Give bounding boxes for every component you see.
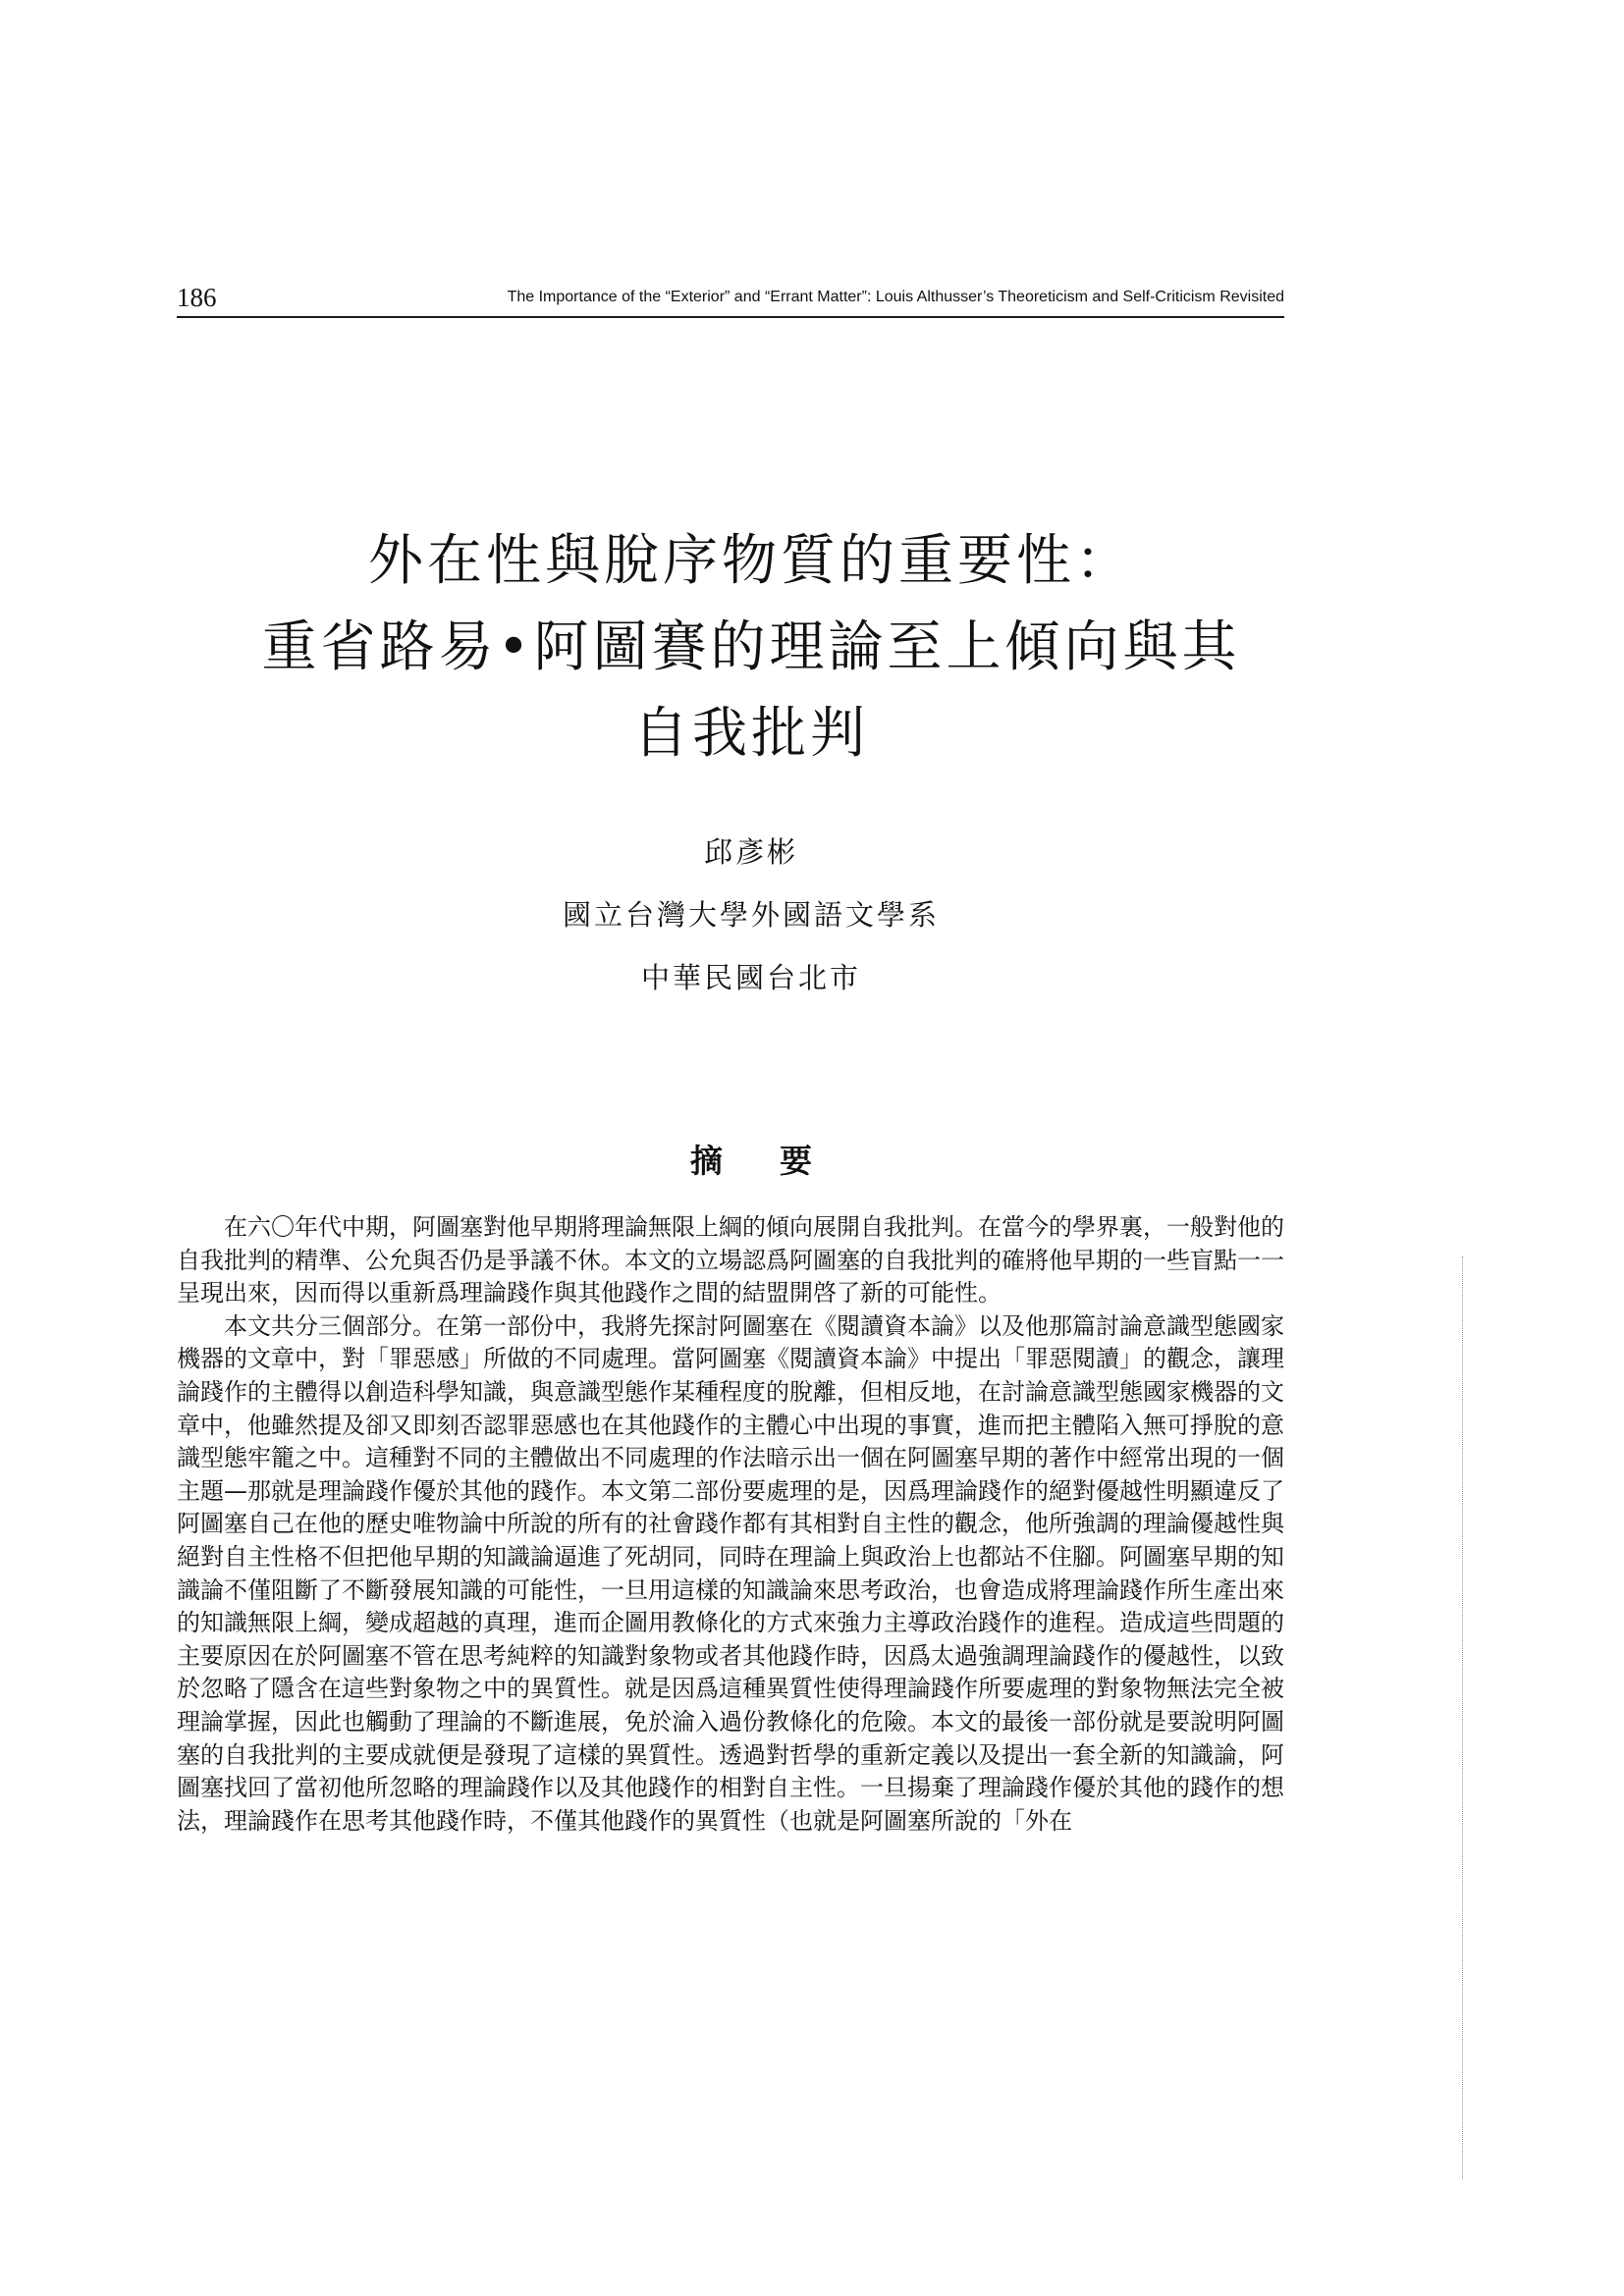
author-affiliation: 國立台灣大學外國語文學系 — [562, 898, 940, 932]
article-title — [137, 518, 1365, 777]
author-location: 中華民國台北市 — [640, 961, 861, 994]
abstract-body — [177, 1211, 1284, 1838]
abstract-paragraph: 在六〇年代中期，阿圖塞對他早期將理論無限上綱的傾向展開自我批判。在當今的學界裏，一般對他的自我批判的精準、公允與否仍是爭議不休。本文的立場認爲阿圖塞的自我批判的確將他早期的一些盲點一一呈現出來，因而得以重新爲理論踐作與其他踐作之間的結盟開啓了新的可能性。 — [177, 1213, 1284, 1308]
running-title: The Importance of the “Exterior” and “Errant Matter”: Louis Althusser’s Theoreticism and Self-Criticism Revisited — [507, 289, 1284, 305]
page-number: 186 — [177, 283, 217, 312]
title-line: 自我批判 — [633, 702, 869, 766]
author-name: 邱彥彬 — [703, 835, 798, 869]
title-line: 外在性與脫序物質的重要性： — [368, 529, 1134, 593]
running-header — [177, 277, 1284, 318]
author-block — [137, 832, 1365, 997]
title-line: 重省路易•阿圖賽的理論至上傾向與其 — [261, 615, 1241, 679]
abstract-paragraph: 本文共分三個部分。在第一部份中，我將先探討阿圖塞在《閱讀資本論》以及他那篇討論意識型態國家機器的文章中，對「罪惡感」所做的不同處理。當阿圖塞《閱讀資本論》中提出「罪惡閱讀」的觀念，讓理論踐作的主體得以創造科學知識，與意識型態作某種程度的脫離，但相反地，在討論意識型態國家機器的文章中，他雖然提及卻又即刻否認罪惡感也在其他踐作的主體心中出現的事實，進而把主體陷入無可掙脫的意識型態牢籠之中。這種對不同的主體做出不同處理的作法暗示出一個在阿圖塞早期的著作中經常出現的一個主題—那就是理論踐作優於其他的踐作。本文第二部份要處理的是，因爲理論踐作的絕對優越性明顯違反了阿圖塞自己在他的歷史唯物論中所說的所有的社會踐作都有其相對自主性的觀念，他所強調的理論優越性與絕對自主性格不但把他早期的知識論逼進了死胡同，同時在理論上與政治上也都站不住腳。阿圖塞早期的知識論不僅阻斷了不斷發展知識的可能性，一旦用這樣的知識論來思考政治，也會造成將理論踐作所生產出來的知識無限上綱，變成超越的真理，進而企圖用教條化的方式來強力主導政治踐作的進程。造成這些問題的主要原因在於阿圖塞不管在思考純粹的知識對象物或者其他踐作時，因爲太過強調理論踐作的優越性，以致於忽略了隱含在這些對象物之中的異質性。就是因爲這種異質性使得理論踐作所要處理的對象物無法完全被理論掌握，因此也觸動了理論的不斷進展，免於淪入過份教條化的危險。本文的最後一部份就是要說明阿圖塞的自我批判的主要成就便是發現了這樣的異質性。透過對哲學的重新定義以及提出一套全新的知識論，阿圖塞找回了當初他所忽略的理論踐作以及其他踐作的相對自主性。一旦揚棄了理論踐作優於其他的踐作的想法，理論踐作在思考其他踐作時，不僅其他踐作的異質性（也就是阿圖塞所說的「外在 — [177, 1311, 1284, 1835]
abstract-heading: 摘要 — [690, 1142, 869, 1180]
scan-margin-line — [1462, 1256, 1464, 2179]
